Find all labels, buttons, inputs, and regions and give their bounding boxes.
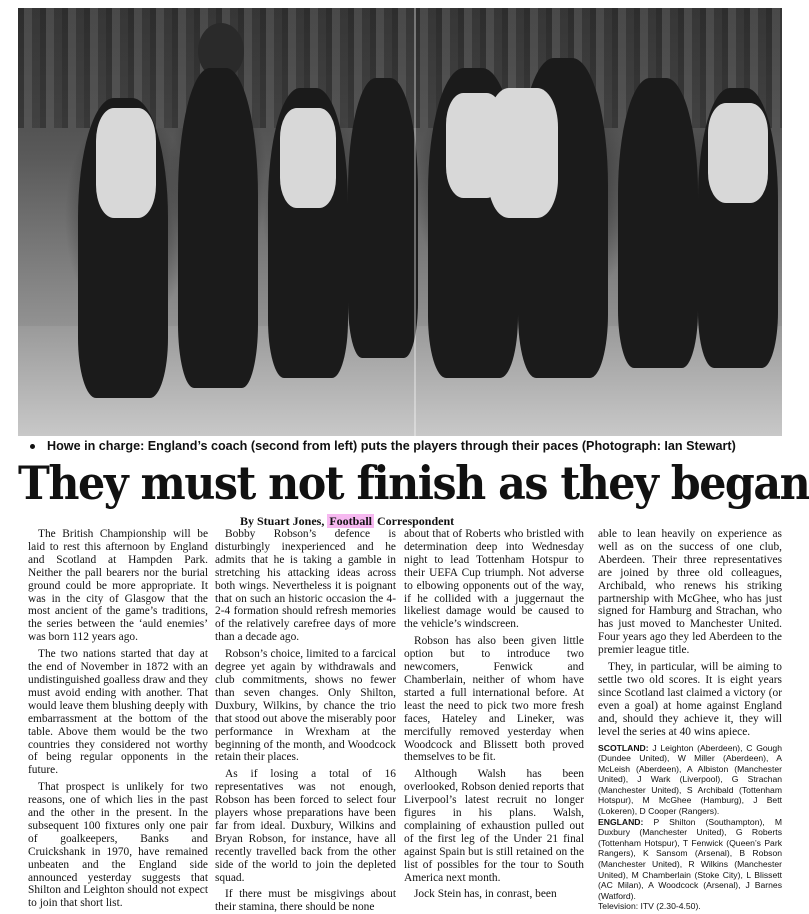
article-paragraph: If there must be misgivings about their stamina, there should be none — [215, 888, 396, 914]
news-photograph — [18, 8, 782, 436]
photo-training-bib — [280, 108, 336, 208]
television-listing: Television: ITV (2.30-4.50). — [598, 901, 701, 912]
england-players: P Shilton (Southampton), M Duxbury (Manchester United), G Roberts (Tottenham Hotspur), T Fenwick (Queen’s Park Rangers), K Sansom (Arsenal), B Robson (Manchester United), R Wilkins (Manchester United), M Chamberlain (Stoke City), L Blissett (AC Milan), A Woodcock (Arsenal), J Barnes (Watford). — [598, 816, 782, 901]
photo-fold-line — [414, 8, 416, 436]
article-paragraph: Robson has also been given little option but to introduce two newcomers, Fenwick and Chamberlain, neither of whom have started a full international before. At least the need to pick two more fresh faces, Hateley and Lineker, was mercifully removed yesterday when Woodcock and Blissett both proved themselves to be fit. — [404, 635, 584, 764]
photo-training-bib — [488, 88, 558, 218]
scotland-lineup — [598, 743, 782, 817]
article-paragraph: That prospect is unlikely for two reasons, one of which lies in the past and the other in the present. In the subsequent 100 fixtures only one pair of goalkeepers, Banks and Cruickshank in 1970, have remained unbeaten and the England side announced yesterday suggests that Shilton and Leighton should not expect to join that short list. — [28, 781, 208, 910]
article-column-3 — [404, 528, 584, 901]
photo-coach-figure — [178, 68, 258, 388]
article-column-1 — [28, 528, 208, 910]
article-column-4 — [598, 528, 782, 912]
scotland-players: J Leighton (Aberdeen), C Gough (Dundee United), W Miller (Aberdeen), A McLeish (Aberdeen), A Albiston (Manchester United), J Wark (Liverpool), G Strachan (Manchester United), S Archibald (Tottenham Hotspur), M McGhee (Hamburg), J Bett (Lokeren), D Cooper (Rangers). — [598, 742, 782, 817]
caption-text: Howe in charge: England’s coach (second from left) puts the players through their paces (Photograph: Ian Stewart) — [47, 439, 736, 453]
article-paragraph: Although Walsh has been overlooked, Robson denied reports that Liverpool’s latest recruit no longer figures in his plans. Walsh, complaining of exhaustion pulled out of the first leg of the Under 21 final against Spain but is still retained on the list of possibles for the tour to South America next month. — [404, 768, 584, 884]
article-paragraph: about that of Roberts who bristled with determination deep into Wednesday night to lead Tottenham Hotspur to their UEFA Cup triumph. Not adverse to elbowing opponents out of the way, if he collided with a juggernaut the likeliest damage would be caused to the vehicle’s windscreen. — [404, 528, 584, 631]
article-paragraph: Bobby Robson’s defence is disturbingly inexperienced and he admits that he is taking a gamble in stretching his attacking ideas across both wings. Nevertheless it is poignant that on such an historic occasion the 4-2-4 formation should refresh memories of the relatively carefree days of more than a decade ago. — [215, 528, 396, 644]
article-paragraph: The British Championship will be laid to rest this afternoon by England and Scotland at Hampden Park. Neither the pall bearers nor the burial ground could be more appropriate. It was in the city of Glasgow that the most ancient of the game’s traditions, the series between the ‘auld enemies’ was born 112 years ago. — [28, 528, 208, 644]
byline-author: By Stuart Jones, — [240, 514, 325, 528]
article-column-2 — [215, 528, 396, 914]
scotland-label: SCOTLAND: — [598, 742, 649, 753]
caption-bullet-icon — [30, 444, 35, 449]
article-paragraph: They, in particular, will be aiming to settle two old scores. It is eight years since Scotland last claimed a victory (or even a goal) at home against England and, should they achieve it, they will level the series at 40 wins apiece. — [598, 661, 782, 738]
england-lineup — [598, 817, 782, 902]
byline-highlighted-word: Football — [329, 514, 373, 528]
byline-role: Correspondent — [377, 514, 455, 528]
byline — [240, 513, 600, 529]
england-label: ENGLAND: — [598, 816, 644, 827]
headline: They must not finish as they began — [18, 456, 809, 510]
photo-player-figure — [618, 78, 698, 368]
article-paragraph: able to lean heavily on experience as well as on the success of one club, Aberdeen. Their three representatives are joined by three old colleagues, Archibald, who renews his striking partnership with McGhee, who has just signed for Hamburg and Strachan, who has just moved to Manchester United. Four years ago they led Aberdeen to the premier league title. — [598, 528, 782, 657]
article-paragraph: Jock Stein has, in conrast, been — [414, 888, 557, 901]
article-paragraph: As if losing a total of 16 representatives was not enough, Robson has been forced to select four players whose preparations have been far from ideal. Duxbury, Wilkins and Bryan Robson, for instance, have all recently travelled back from the other side of the world to join the depleted squad. — [215, 768, 396, 884]
team-lineups — [598, 743, 782, 913]
photo-training-bib — [708, 103, 768, 203]
article-paragraph: The two nations started that day at the end of November in 1872 with an undistinguished goalless draw and they must avoid ending with another. That would leave them blushing deeply with embarrassment at the bottom of the table. Above them would be the two countries they considered not worthy of being regular opponents in the future. — [28, 648, 208, 777]
photo-player-figure — [348, 78, 418, 358]
photo-training-bib — [96, 108, 156, 218]
article-paragraph: Robson’s choice, limited to a farcical degree yet again by withdrawals and club commitments, shows no fewer than seven changes. Only Shilton, Duxbury, Wilkins, by chance the trio that stood out above the miserably poor performance in Wrexham at the beginning of the month, and Woodcock retain their places. — [215, 648, 396, 764]
